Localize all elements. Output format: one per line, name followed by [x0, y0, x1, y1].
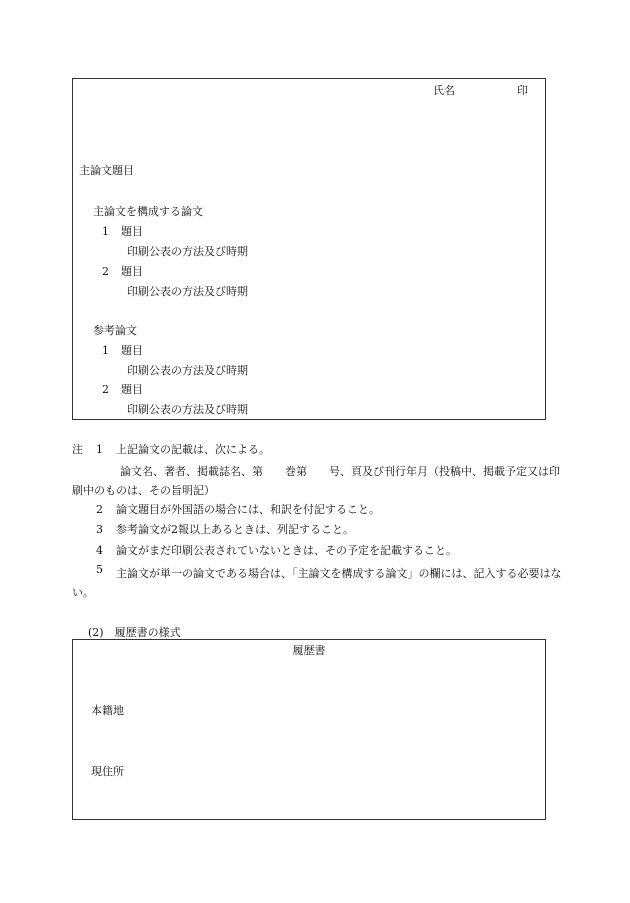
note-detail-text: 論文名、著者、掲載誌名、第 巻第 号、頁及び刊行年月（投稿中、掲載予定又は印刷中のものは、その旨明記） — [72, 465, 560, 497]
constituent-item-title-label: 題目 — [121, 225, 143, 238]
note-number: 5 — [96, 563, 103, 576]
domicile-label: 本籍地 — [91, 704, 124, 717]
note-text: 主論文が単一の論文である場合は、「主論文を構成する論文」の欄には、記入する必要はない。 — [72, 567, 562, 599]
reference-item-publication-label: 印刷公表の方法及び時期 — [127, 364, 248, 377]
note-number: 1 — [96, 443, 103, 456]
name-label: 氏名 — [433, 84, 455, 97]
constituent-item-publication-label: 印刷公表の方法及び時期 — [127, 285, 248, 298]
constituent-item-publication-label: 印刷公表の方法及び時期 — [127, 245, 248, 258]
note-text: 論文がまだ印刷公表されていないときは、その予定を記載すること。 — [116, 544, 457, 557]
note-text: 上記論文の記載は、次による。 — [116, 443, 270, 456]
address-label: 現住所 — [91, 765, 124, 778]
thesis-form — [72, 78, 546, 420]
reference-item-title-label: 題目 — [121, 383, 143, 396]
notes-marker: 注 — [72, 443, 83, 456]
note-text: 参考論文が2報以上あるときは、列記すること。 — [116, 523, 354, 536]
constituent-item-number: 2 — [102, 265, 109, 278]
main-title-label: 主論文題目 — [79, 164, 134, 177]
reference-item-number: 2 — [102, 383, 109, 396]
constituent-item-title-label: 題目 — [121, 265, 143, 278]
constituent-heading: 主論文を構成する論文 — [93, 205, 203, 218]
seal-label: 印 — [517, 84, 528, 97]
note-number: 2 — [96, 503, 103, 516]
reference-item-publication-label: 印刷公表の方法及び時期 — [127, 403, 248, 416]
reference-heading: 参考論文 — [93, 324, 137, 337]
note-number: 4 — [96, 544, 103, 557]
constituent-item-number: 1 — [102, 225, 109, 238]
resume-title: 履歴書 — [292, 644, 326, 657]
note-number: 3 — [96, 523, 103, 536]
note-text: 論文題目が外国語の場合には、和訳を付記すること。 — [116, 503, 380, 516]
resume-section-label: (2) 履歴書の様式 — [88, 626, 181, 639]
resume-form — [72, 639, 546, 820]
reference-item-title-label: 題目 — [121, 344, 143, 357]
reference-item-number: 1 — [102, 344, 109, 357]
